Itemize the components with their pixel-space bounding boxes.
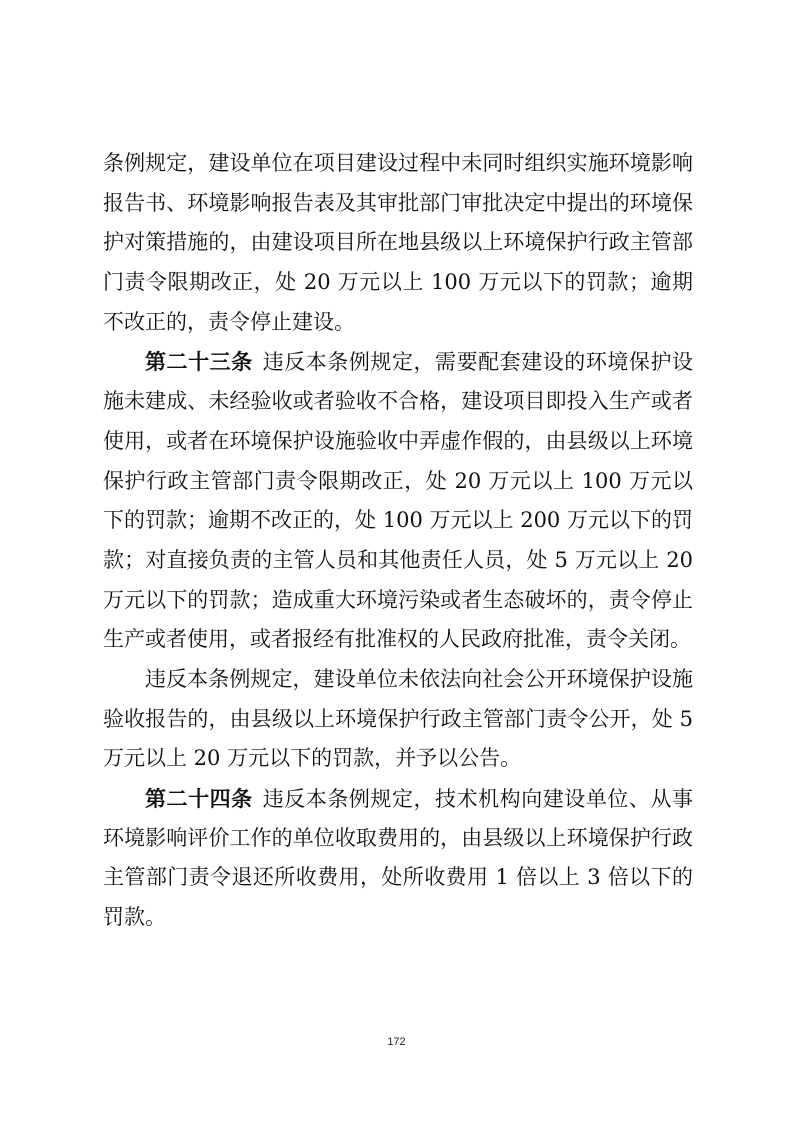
text-line: 使用，或者在环境保护设施验收中弄虚作假的，由县级以上环境 [103, 428, 693, 453]
text-line: 下的罚款；逾期不改正的，处 100 万元以上 200 万元以下的罚 [103, 508, 693, 533]
text-line: 不改正的，责令停止建设。 [103, 309, 355, 334]
text-line: 生产或者使用，或者报经有批准权的人民政府批准，责令关闭。 [103, 627, 691, 652]
paragraph [103, 144, 693, 342]
text-line: 万元以上 20 万元以下的罚款，并予以公告。 [103, 746, 522, 771]
page-number: 172 [387, 1036, 406, 1048]
text-line: 验收报告的，由县级以上环境保护行政主管部门责令公开，处 5 [103, 706, 693, 731]
text-line: 环境影响评价工作的单位收取费用的，由县级以上环境保护行政 [103, 825, 693, 850]
paragraph-article-24 [103, 779, 693, 938]
text-line: 保护行政主管部门责令限期改正，处 20 万元以上 100 万元以 [103, 468, 693, 493]
text-line: 施未建成、未经验收或者验收不合格，建设项目即投入生产或者 [103, 389, 693, 414]
paragraph [103, 660, 693, 779]
text-line [103, 342, 693, 382]
paragraph-article-23 [103, 342, 693, 660]
article-number: 第二十三条 [145, 349, 253, 375]
text-line: 条例规定，建设单位在项目建设过程中未同时组织实施环境影响 [103, 151, 693, 175]
article-number: 第二十四条 [145, 786, 253, 811]
text-line: 报告书、环境影响报告表及其审批部门审批决定中提出的环境保 [103, 190, 693, 215]
text-line: 款；对直接负责的主管人员和其他责任人员，处 5 万元以上 20 [103, 547, 693, 572]
article-text: 违反本条例规定，需要配套建设的环境保护设 [262, 350, 694, 375]
text-line: 罚款。 [103, 905, 166, 930]
text-line [103, 779, 693, 819]
text-line: 违反本条例规定，建设单位未依法向社会公开环境保护设施 [145, 666, 693, 691]
text-line: 门责令限期改正，处 20 万元以上 100 万元以下的罚款；逾期 [103, 270, 693, 295]
text-line: 护对策措施的，由建设项目所在地县级以上环境保护行政主管部 [103, 230, 693, 255]
body-text [103, 144, 693, 938]
text-line: 主管部门责令退还所收费用，处所收费用 1 倍以上 3 倍以下的 [103, 865, 693, 890]
article-text: 违反本条例规定，技术机构向建设单位、从事 [262, 787, 694, 811]
text-line: 万元以下的罚款；造成重大环境污染或者生态破坏的，责令停止 [103, 587, 693, 612]
